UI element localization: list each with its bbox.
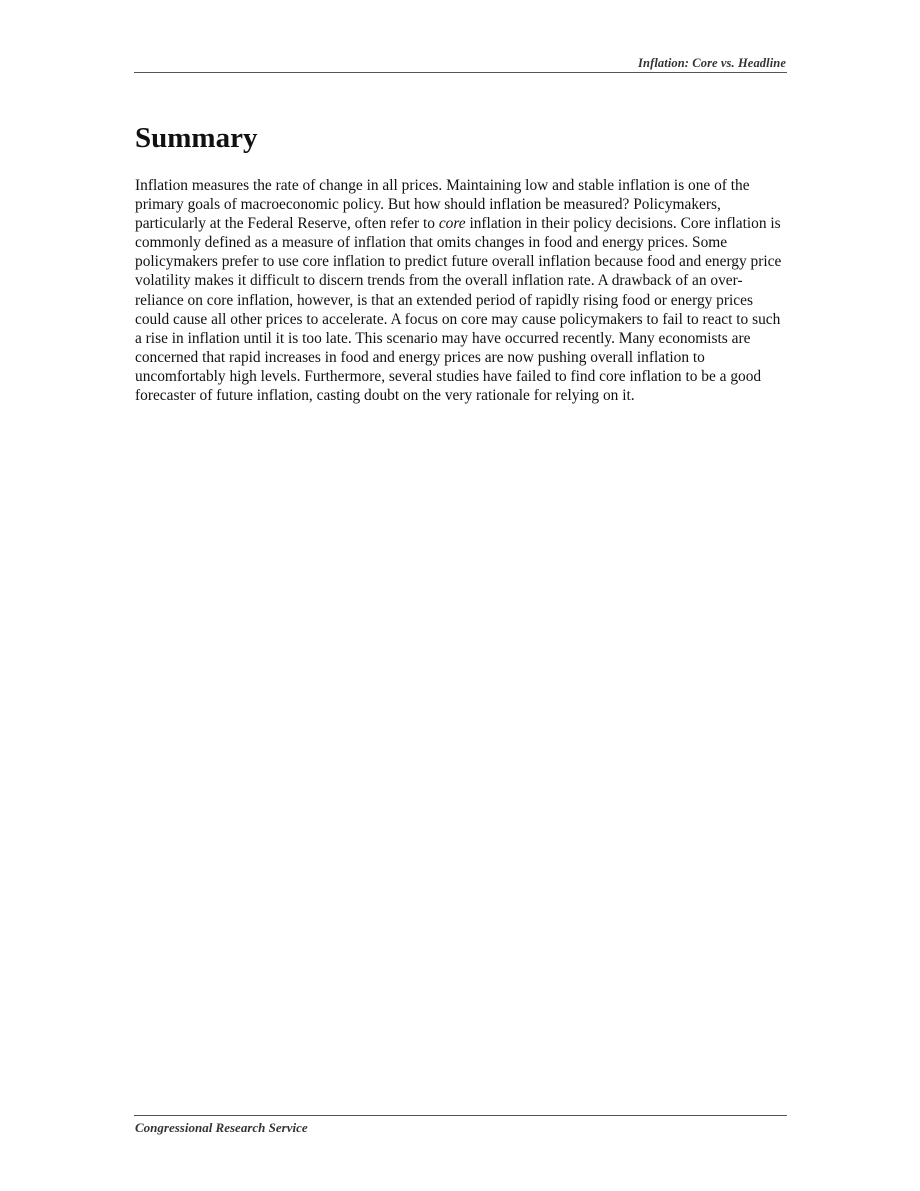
summary-emphasis: core — [438, 215, 466, 233]
summary-text-part1: Inflation measures the rate of change in all prices. Maintaining low and stable inflation is one of the primary goals of macroeconomic policy. But how should inflation be measured? Policymakers, particularly at the Federal Reserve, often refer to — [135, 177, 750, 233]
running-footer: Congressional Research Service — [135, 1120, 308, 1135]
header-rule — [134, 72, 787, 73]
footer-rule — [134, 1115, 787, 1116]
summary-paragraph — [135, 176, 787, 405]
running-header: Inflation: Core vs. Headline — [638, 56, 786, 70]
section-title: Summary — [135, 122, 258, 154]
summary-text-part2: inflation in their policy decisions. Core inflation is commonly defined as a measure of inflation that omits changes in food and energy prices. Some policymakers prefer to use core inflation to predict future overall inflation because food and energy price volatility makes it difficult to discern trends from the overall inflation rate. A drawback of an over-reliance on core inflation, however, is that an extended period of rapidly rising food or energy prices could cause all other prices to accelerate. A focus on core may cause policymakers to fail to react to such a rise in inflation until it is too late. This scenario may have occurred recently. Many economists are concerned that rapid increases in food and energy prices are now pushing overall inflation to uncomfortably high levels. Furthermore, several studies have failed to find core inflation to be a good forecaster of future inflation, casting doubt on the very rationale for relying on it. — [135, 215, 782, 405]
